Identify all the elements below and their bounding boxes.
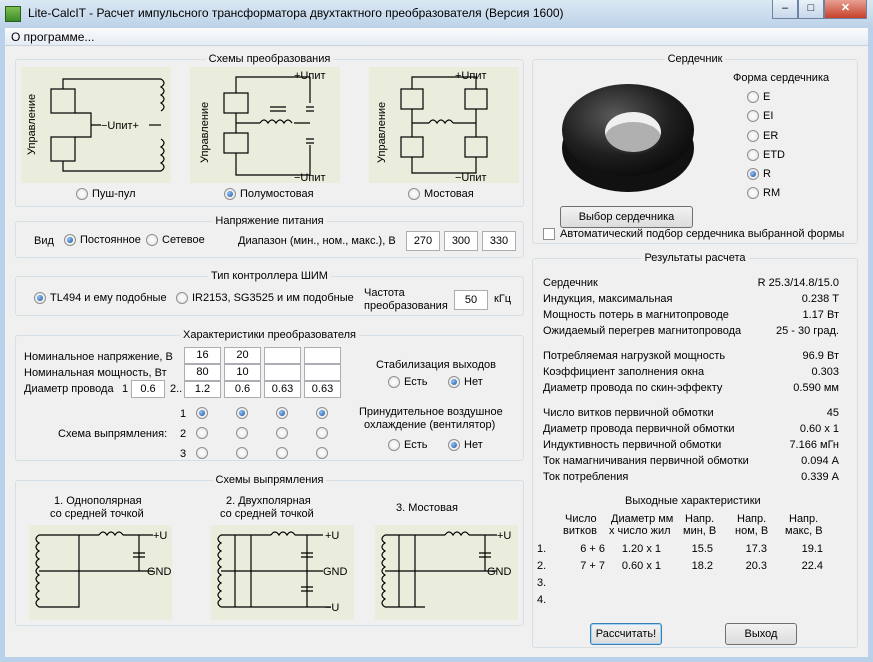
col-vnom-2: ном, В	[735, 525, 769, 537]
outputs-title: Выходные характеристики	[625, 495, 761, 507]
wire-index-1: 1	[122, 383, 129, 395]
output-vmax-cell: 22.4	[801, 560, 823, 572]
rectifier-row-2: 2	[180, 428, 187, 440]
menu-bar	[5, 28, 868, 46]
output-vmin-cell: 18.2	[691, 560, 713, 572]
half-bridge-plus-label: +Uпит	[294, 70, 326, 82]
output-turns-cell: 7 + 7	[580, 560, 605, 572]
result-value: 0.590 мм	[793, 382, 839, 394]
wire-diam-label: Диаметр провода	[24, 383, 114, 395]
freq-label-1: Частота	[364, 287, 405, 299]
select-core-button[interactable]: Выбор сердечника	[560, 206, 693, 228]
rect-radio-4-1[interactable]	[316, 407, 332, 419]
wire-primary-input[interactable]: 0.6	[131, 380, 165, 398]
push-pull-schematic	[21, 67, 171, 183]
freq-unit: кГц	[494, 293, 512, 305]
half-bridge-minus-label: −Uпит	[294, 172, 326, 183]
result-value: 0.60 x 1	[799, 423, 839, 435]
wire-input-4[interactable]: 0.63	[304, 381, 341, 398]
radio-core-r[interactable]: R	[747, 168, 771, 180]
radio-cooling-no[interactable]: Нет	[448, 439, 483, 451]
result-label: Ток намагничивания первичной обмотки	[543, 455, 749, 467]
power-input-4[interactable]	[304, 364, 341, 381]
radio-bridge[interactable]: Мостовая	[408, 188, 474, 200]
converter-schemes-group	[15, 53, 524, 207]
col-turns-2: витков	[563, 525, 597, 537]
result-label: Диаметр провода по скин-эффекту	[543, 382, 723, 394]
rect-radio-1-1[interactable]	[196, 407, 212, 419]
window-title: Lite-CalcIT - Расчет импульсного трансформатора двухтактного преобразователя (Версия 1600)	[28, 6, 564, 20]
col-diam-2: х число жил	[609, 525, 671, 537]
freq-label-2: преобразования	[364, 300, 448, 312]
power-input-1[interactable]: 80	[184, 364, 221, 381]
minimize-button[interactable]: –	[772, 0, 798, 19]
rect-scheme-2-title-2: со средней точкой	[220, 508, 314, 520]
bridge-plus-label: +Uпит	[455, 70, 487, 82]
rect-scheme-1-title-1: 1. Однополярная	[54, 495, 142, 507]
rect-scheme-2	[211, 525, 354, 620]
bridge-diagram	[369, 67, 519, 183]
supply-title: Напряжение питания	[212, 215, 326, 227]
result-label: Потребляемая нагрузкой мощность	[543, 350, 726, 362]
result-value: R 25.3/14.8/15.0	[757, 277, 839, 289]
result-label: Индукция, максимальная	[543, 293, 673, 305]
col-vmin-2: мин, В	[683, 525, 717, 537]
rectifier-schemes-group	[15, 474, 524, 626]
output-vnom-cell: 17.3	[745, 543, 767, 555]
result-label: Число витков первичной обмотки	[543, 407, 714, 419]
rect-scheme-2-diagram	[211, 525, 354, 620]
radio-core-e[interactable]: E	[747, 91, 770, 103]
rect-scheme-3-diagram	[375, 525, 518, 620]
converter-characteristics-group	[15, 329, 524, 461]
result-value: 96.9 Вт	[802, 350, 839, 362]
voltage-input-4[interactable]	[304, 347, 341, 364]
rect-radio-3-2[interactable]	[276, 427, 292, 439]
nom-voltage-label: Номинальное напряжение, В	[24, 351, 173, 363]
supply-voltage-group	[15, 215, 524, 258]
result-value: 7.166 мГн	[789, 439, 839, 451]
rect-radio-4-3[interactable]	[316, 447, 332, 459]
wire-input-1[interactable]: 1.2	[184, 381, 221, 398]
rect-radio-2-1[interactable]	[236, 407, 252, 419]
radio-supply-mains[interactable]: Сетевое	[146, 234, 205, 246]
radio-core-er[interactable]: ER	[747, 130, 778, 142]
radio-tl494[interactable]: TL494 и ему подобные	[34, 292, 167, 304]
output-idx-cell: 4.	[537, 594, 547, 606]
result-label: Диаметр провода первичной обмотки	[543, 423, 735, 435]
result-value: 1.17 Вт	[802, 309, 839, 321]
rectifier-row-3: 3	[180, 448, 187, 460]
app-icon	[5, 6, 21, 22]
supply-min-input[interactable]: 270	[406, 231, 440, 251]
radio-core-etd[interactable]: ETD	[747, 149, 785, 161]
pwm-title: Тип контроллера ШИМ	[208, 270, 331, 282]
pwm-controller-group	[15, 270, 524, 316]
auto-core-label: Автоматический подбор сердечника выбранной формы	[560, 228, 845, 240]
rect-2-plus-label: +U	[325, 530, 340, 542]
supply-range-label: Диапазон (мин., ном., макс.), В	[238, 235, 396, 247]
converter-schemes-title: Схемы преобразования	[206, 53, 334, 65]
rect-radio-4-2[interactable]	[316, 427, 332, 439]
radio-core-rm[interactable]: RM	[747, 187, 780, 199]
rect-radio-1-2[interactable]	[196, 427, 212, 439]
output-idx-cell: 1.	[537, 543, 547, 555]
radio-half-bridge[interactable]: Полумостовая	[224, 188, 314, 200]
output-turns-cell: 6 + 6	[580, 543, 605, 555]
stabilization-label: Стабилизация выходов	[376, 359, 496, 371]
auto-core-checkbox[interactable]	[543, 228, 555, 240]
power-input-3[interactable]	[264, 364, 301, 381]
results-group	[532, 252, 858, 648]
rect-scheme-3-title: 3. Мостовая	[396, 502, 458, 514]
bridge-schematic	[369, 67, 519, 183]
push-pull-supply-label: −Uпит+	[101, 120, 139, 132]
result-label: Сердечник	[543, 277, 598, 289]
close-button[interactable]: ✕	[824, 0, 867, 19]
result-value: 0.303	[811, 366, 839, 378]
col-vnom-1: Напр.	[737, 513, 767, 525]
rect-scheme-3	[375, 525, 518, 620]
rect-1-gnd-label: GND	[147, 566, 172, 578]
result-label: Ток потребления	[543, 471, 629, 483]
core-group	[532, 53, 858, 244]
calculate-button[interactable]: Рассчитать!	[590, 623, 662, 645]
power-input-2[interactable]: 10	[224, 364, 261, 381]
core-shape-label: Форма сердечника	[733, 72, 830, 84]
rect-scheme-1	[29, 525, 172, 620]
control-label-2: Управление	[199, 101, 211, 163]
rect-radio-3-1[interactable]	[276, 407, 292, 419]
output-diam-cell: 1.20 x 1	[621, 543, 661, 555]
result-value: 25 - 30 град.	[775, 325, 839, 337]
bridge-minus-label: −Uпит	[455, 172, 487, 183]
output-vnom-cell: 20.3	[745, 560, 767, 572]
rect-radio-2-3[interactable]	[236, 447, 252, 459]
result-label: Ожидаемый перегрев магнитопровода	[543, 325, 742, 337]
title-bar[interactable]	[0, 0, 873, 28]
control-label-1: Управление	[26, 93, 38, 155]
rect-radio-2-2[interactable]	[236, 427, 252, 439]
voltage-input-3[interactable]	[264, 347, 301, 364]
rect-scheme-1-title-2: со средней точкой	[50, 508, 144, 520]
exit-button[interactable]: Выход	[725, 623, 797, 645]
radio-core-ei[interactable]: EI	[747, 110, 773, 122]
output-diam-cell: 0.60 x 1	[621, 560, 661, 572]
rect-schemes-title: Схемы выпрямления	[213, 474, 327, 486]
push-pull-diagram	[21, 67, 171, 183]
rect-radio-3-3[interactable]	[276, 447, 292, 459]
control-label-3: Управление	[376, 101, 388, 163]
freq-input[interactable]: 50	[454, 290, 488, 310]
rect-1-plus-label: +U	[153, 530, 168, 542]
converter-title: Характеристики преобразователя	[180, 329, 359, 341]
radio-stab-yes[interactable]: Есть	[388, 376, 427, 388]
rect-scheme-2-title-1: 2. Двухполярная	[226, 495, 311, 507]
wire-input-3[interactable]: 0.63	[264, 381, 301, 398]
output-idx-cell: 3.	[537, 577, 547, 589]
rectifier-label: Схема выпрямления:	[58, 428, 168, 440]
col-vmin-1: Напр.	[685, 513, 715, 525]
supply-max-input[interactable]: 330	[482, 231, 516, 251]
col-turns-1: Число	[565, 513, 597, 525]
core-title: Сердечник	[665, 53, 726, 65]
client-area	[5, 46, 868, 657]
result-label: Коэффициент заполнения окна	[543, 366, 705, 378]
result-value: 0.094 А	[801, 455, 839, 467]
half-bridge-schematic	[190, 67, 340, 183]
radio-supply-constant[interactable]: Постоянное	[64, 234, 141, 246]
result-label: Мощность потерь в магнитопроводе	[543, 309, 729, 321]
cooling-label-1: Принудительное воздушное	[359, 406, 503, 418]
result-value: 45	[826, 407, 839, 419]
rect-scheme-1-diagram	[29, 525, 172, 620]
maximize-button[interactable]: □	[798, 0, 824, 19]
radio-ir2153[interactable]: IR2153, SG3525 и им подобные	[176, 292, 354, 304]
toroid-core-picture	[553, 68, 703, 198]
rect-3-plus-label: +U	[497, 530, 512, 542]
wire-index-2: 2..	[170, 383, 183, 395]
col-diam-1: Диаметр мм	[611, 513, 674, 525]
core-image	[553, 68, 703, 198]
rect-radio-1-3[interactable]	[196, 447, 212, 459]
result-value: 0.238 Т	[801, 293, 839, 305]
half-bridge-diagram	[190, 67, 340, 183]
cooling-label-2: охлаждение (вентилятор)	[364, 419, 496, 431]
radio-cooling-yes[interactable]: Есть	[388, 439, 427, 451]
result-value: 0.339 А	[801, 471, 839, 483]
supply-nom-input[interactable]: 300	[444, 231, 478, 251]
output-vmax-cell: 19.1	[801, 543, 823, 555]
rectifier-row-1: 1	[180, 408, 187, 420]
wire-input-2[interactable]: 0.6	[224, 381, 261, 398]
rect-2-gnd-label: GND	[323, 566, 348, 578]
menu-about[interactable]: О программе...	[11, 30, 95, 44]
output-vmin-cell: 15.5	[691, 543, 713, 555]
radio-stab-no[interactable]: Нет	[448, 376, 483, 388]
nom-power-label: Номинальная мощность, Вт	[24, 367, 167, 379]
col-vmax-1: Напр.	[789, 513, 819, 525]
supply-kind-label: Вид	[34, 235, 54, 247]
voltage-input-1[interactable]: 16	[184, 347, 221, 364]
result-label: Индуктивность первичной обмотки	[543, 439, 722, 451]
rect-3-gnd-label: GND	[487, 566, 512, 578]
col-vmax-2: макс, В	[785, 525, 823, 537]
radio-push-pull[interactable]: Пуш-пул	[76, 188, 136, 200]
voltage-input-2[interactable]: 20	[224, 347, 261, 364]
output-idx-cell: 2.	[537, 560, 547, 572]
rect-2-minus-label: −U	[325, 602, 340, 614]
results-title: Результаты расчета	[641, 252, 748, 264]
